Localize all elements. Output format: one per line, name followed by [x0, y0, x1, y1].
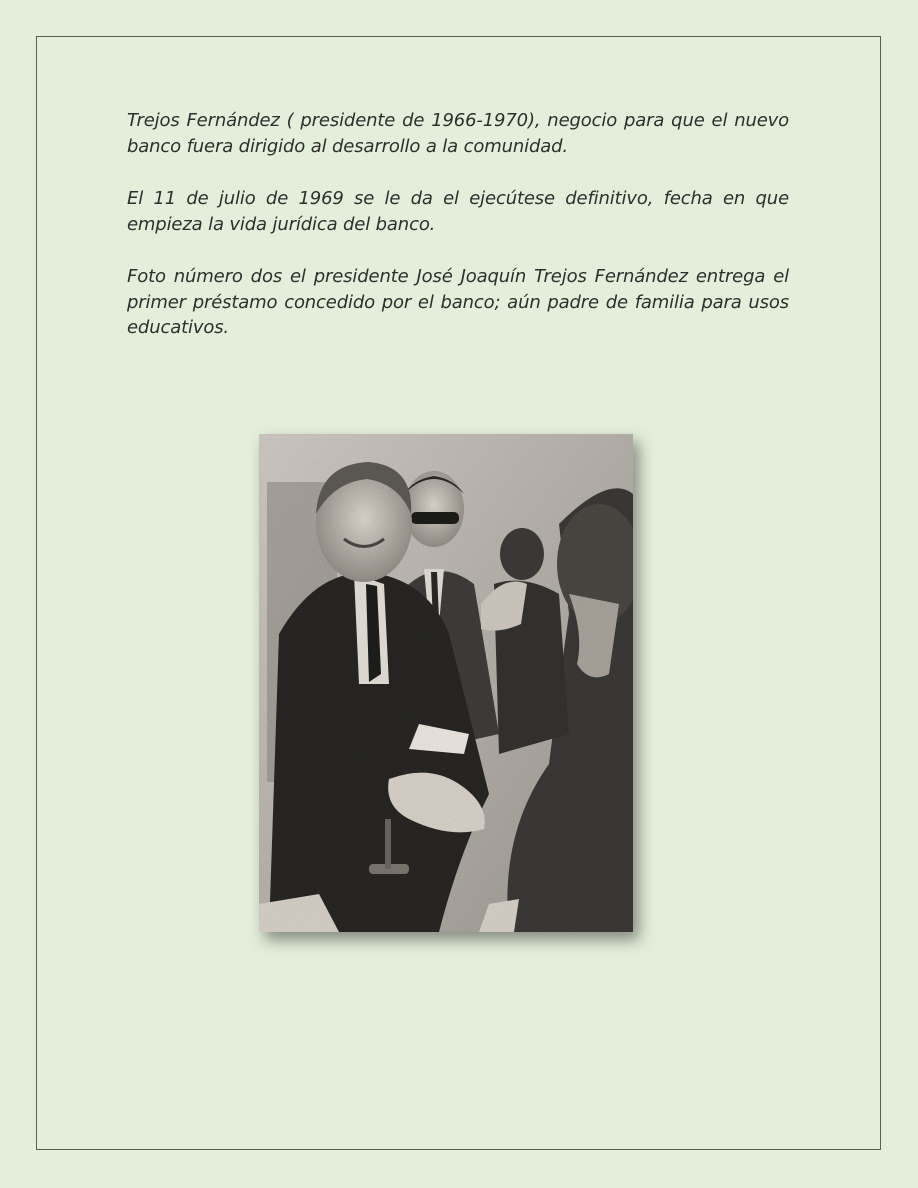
- paragraph-3: Foto número dos el presidente José Joaquín Trejos Fernández entrega el primer préstamo concedido por el banco; aún padre de familia para usos educativos.: [127, 266, 789, 338]
- paragraph-2: El 11 de julio de 1969 se le da el ejecútese definitivo, fecha en que empieza la vida jurídica del banco.: [127, 188, 789, 235]
- body-text: [127, 108, 789, 368]
- paragraph-1: Trejos Fernández ( presidente de 1966-1970), negocio para que el nuevo banco fuera dirigido al desarrollo a la comunidad.: [127, 110, 789, 157]
- photo-illustration: [259, 434, 633, 932]
- historical-photo: [259, 434, 633, 932]
